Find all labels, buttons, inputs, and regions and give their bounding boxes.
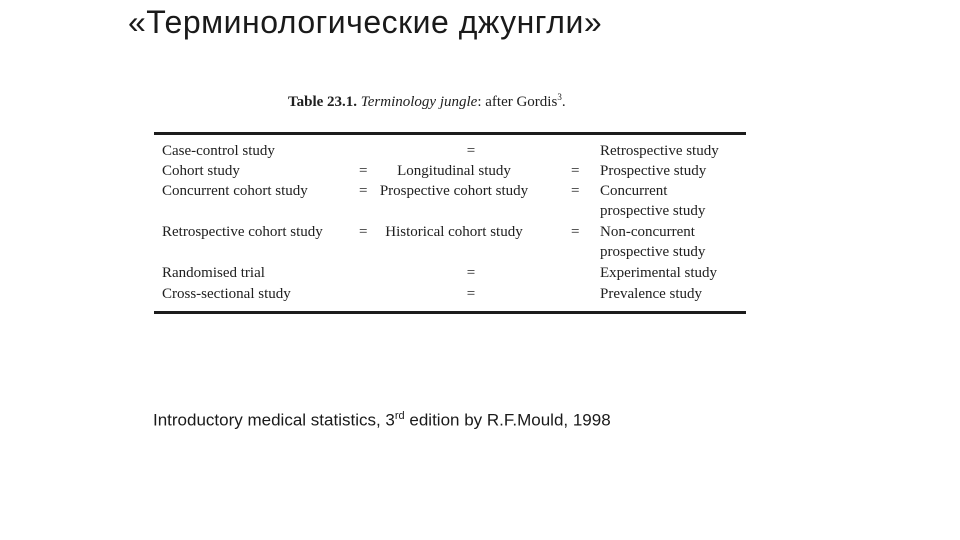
- table-cell-right: Prospective study: [600, 163, 707, 179]
- table-cell-right: prospective study: [600, 244, 706, 260]
- equals-sign: =: [571, 163, 580, 179]
- source-credit-rest: edition by R.F.Mould, 1998: [404, 410, 611, 430]
- table-top-rule: [154, 132, 746, 135]
- equals-sign: =: [359, 163, 368, 179]
- equals-sign: =: [466, 265, 476, 281]
- scanned-table: [152, 88, 748, 320]
- table-cell-left: Case-control study: [162, 143, 275, 159]
- table-cell-left: Retrospective cohort study: [162, 224, 323, 240]
- table-caption: [288, 92, 566, 111]
- equals-sign: =: [466, 143, 476, 159]
- equals-sign: =: [359, 183, 368, 199]
- table-cell-right: Concurrent: [600, 183, 668, 199]
- table-cell-right: Non-concurrent: [600, 224, 695, 240]
- table-cell-right: Experimental study: [600, 265, 718, 281]
- table-caption-title: Terminology jungle: [360, 94, 478, 110]
- table-caption-label: Table 23.1.: [288, 94, 358, 110]
- source-credit-text: Introductory medical statistics, 3: [153, 410, 395, 430]
- table-caption-ref: 3: [557, 92, 562, 102]
- equals-sign: =: [359, 224, 368, 240]
- table-cell-right: prospective study: [600, 203, 706, 219]
- table-caption-suffix: : after Gordis: [477, 94, 558, 110]
- table-caption-end: .: [561, 94, 566, 110]
- table-cell-left: Concurrent cohort study: [162, 183, 308, 199]
- table-cell-middle: Prospective cohort study: [379, 183, 529, 199]
- source-credit-ordinal: rd: [394, 410, 405, 422]
- table-cell-left: Cohort study: [162, 163, 240, 179]
- table-cell-left: Randomised trial: [162, 265, 265, 281]
- table-cell-right: Retrospective study: [600, 143, 719, 159]
- table-cell-middle: Historical cohort study: [385, 224, 523, 240]
- table-bottom-rule: [154, 311, 746, 314]
- equals-sign: =: [571, 183, 580, 199]
- slide-title: «Терминологические джунгли»: [128, 4, 603, 40]
- source-credit: [153, 410, 611, 431]
- equals-sign: =: [571, 224, 580, 240]
- equals-sign: =: [466, 286, 476, 302]
- table-cell-left: Cross-sectional study: [162, 286, 291, 302]
- table-cell-middle: Longitudinal study: [397, 163, 511, 179]
- table-cell-right: Prevalence study: [600, 286, 703, 302]
